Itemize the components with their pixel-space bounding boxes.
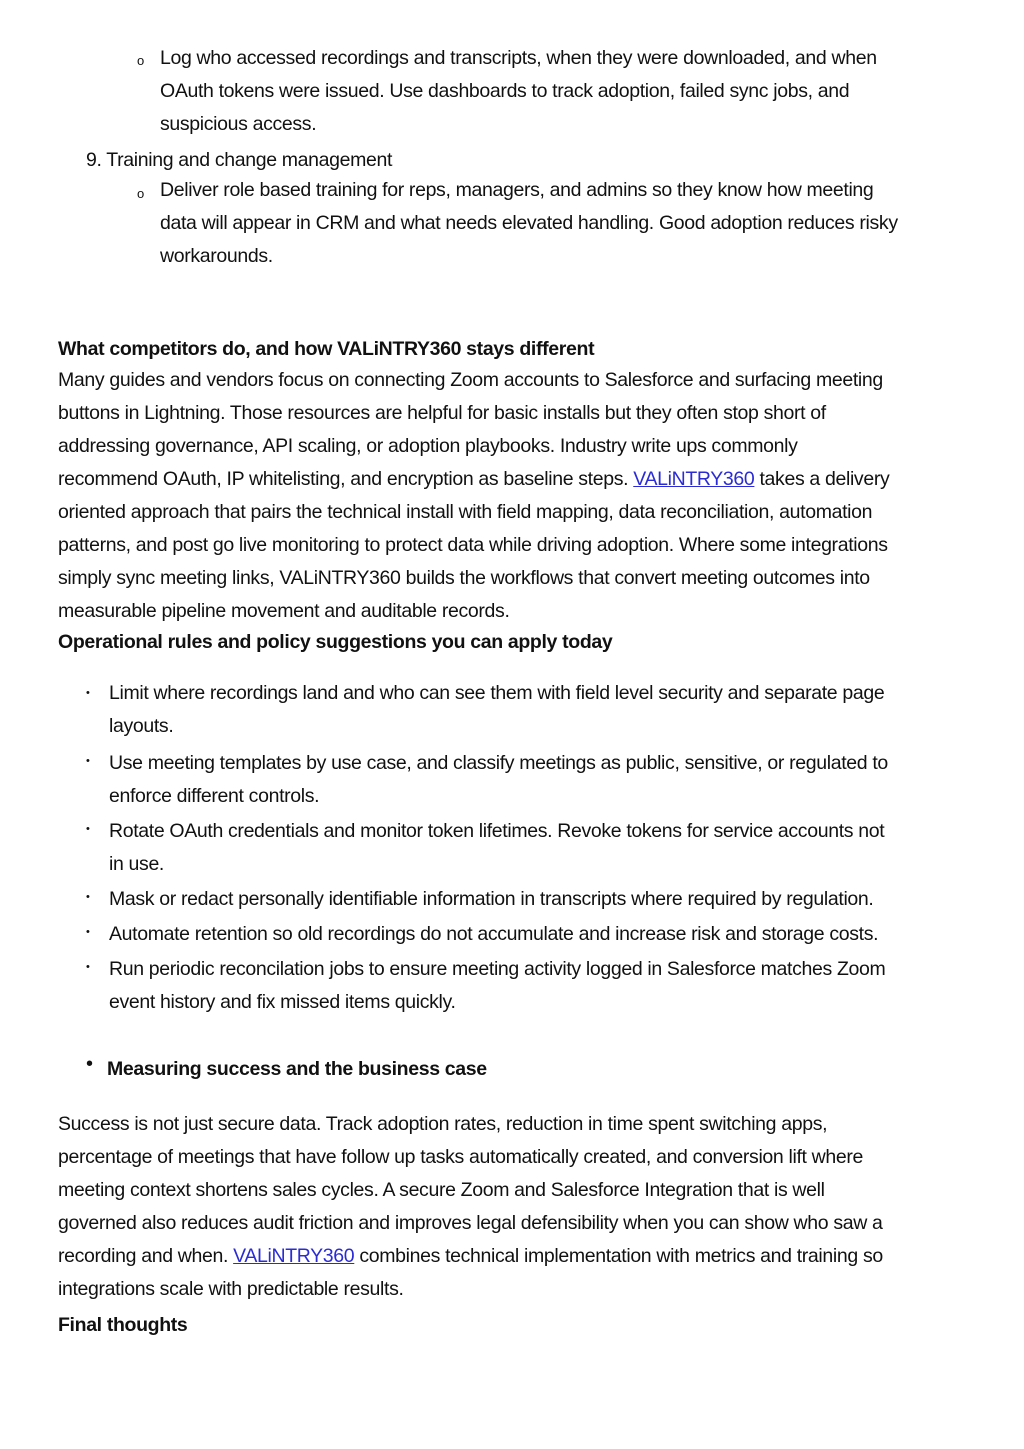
list-number: 9. — [86, 149, 102, 171]
text-line — [58, 1240, 883, 1273]
text-line: OAuth tokens were issued. Use dashboards to track adoption, failed sync jobs, and — [160, 80, 850, 102]
sub-bullet-icon: o — [137, 186, 144, 201]
section-heading-operational: Operational rules and policy suggestions you can apply today — [58, 631, 613, 653]
text-line: Use meeting templates by use case, and classify meetings as public, sensitive, or regulated to — [109, 752, 888, 774]
text-segment: recommend OAuth, IP whitelisting, and encryption as baseline steps. — [58, 468, 634, 490]
text-line: in use. — [109, 853, 165, 875]
measuring-paragraph — [58, 1108, 883, 1306]
text-line: simply sync meeting links, VALiNTRY360 builds the workflows that convert meeting outcomes into — [58, 567, 870, 589]
bullet-icon: • — [86, 926, 90, 938]
sub-bullet-icon: o — [137, 53, 144, 68]
text-line: percentage of meetings that have follow up tasks automatically created, and conversion lift where — [58, 1146, 864, 1168]
numbered-list-item — [86, 144, 392, 177]
bullet-icon: • — [86, 755, 90, 767]
text-segment: takes a delivery — [754, 468, 890, 490]
text-line: layouts. — [109, 715, 174, 737]
list-item-title: Training and change management — [106, 149, 393, 171]
text-line: Limit where recordings land and who can see them with field level security and separate page — [109, 682, 885, 704]
bullet-icon: • — [86, 687, 90, 699]
text-line — [58, 463, 889, 496]
text-line: data will appear in CRM and what needs elevated handling. Good adoption reduces risky — [160, 212, 898, 234]
text-segment: combines technical implementation with metrics and training so — [354, 1245, 883, 1267]
text-line: integrations scale with predictable results. — [58, 1278, 404, 1300]
bullet-icon: • — [86, 961, 90, 973]
text-line: meeting context shortens sales cycles. A secure Zoom and Salesforce Integration that is well — [58, 1179, 825, 1201]
text-line: Deliver role based training for reps, managers, and admins so they know how meeting — [160, 179, 874, 201]
text-line: Rotate OAuth credentials and monitor token lifetimes. Revoke tokens for service accounts not — [109, 820, 885, 842]
sub-list-item — [160, 174, 898, 273]
competitors-paragraph — [58, 364, 889, 628]
valintry360-link[interactable]: VALiNTRY360 — [233, 1245, 355, 1267]
text-line: governed also reduces audit friction and improves legal defensibility when you can show who saw a — [58, 1212, 883, 1234]
bullet-icon: • — [86, 1053, 93, 1075]
text-line: event history and fix missed items quickly. — [109, 991, 456, 1013]
section-heading-competitors: What competitors do, and how VALiNTRY360 stays different — [58, 338, 595, 360]
text-line: Many guides and vendors focus on connecting Zoom accounts to Salesforce and surfacing meeting — [58, 369, 883, 391]
text-line: enforce different controls. — [109, 785, 320, 807]
text-line: addressing governance, API scaling, or adoption playbooks. Industry write ups commonly — [58, 435, 798, 457]
text-segment: recording and when. — [58, 1245, 234, 1267]
text-line: oriented approach that pairs the technical install with field mapping, data reconciliation, automation — [58, 501, 873, 523]
text-line: buttons in Lightning. Those resources are helpful for basic installs but they often stop short of — [58, 402, 826, 424]
text-line: Run periodic reconcilation jobs to ensure meeting activity logged in Salesforce matches Zoom — [109, 958, 886, 980]
bullet-icon: • — [86, 823, 90, 835]
section-heading-final-thoughts: Final thoughts — [58, 1314, 188, 1336]
text-line: Mask or redact personally identifiable information in transcripts where required by regulation. — [109, 888, 874, 910]
text-line: Log who accessed recordings and transcripts, when they were downloaded, and when — [160, 47, 877, 69]
text-line: workarounds. — [160, 245, 273, 267]
sub-list-item — [160, 42, 877, 141]
text-line: Success is not just secure data. Track adoption rates, reduction in time spent switching apps, — [58, 1113, 828, 1135]
valintry360-link[interactable]: VALiNTRY360 — [633, 468, 755, 490]
bullet-icon: • — [86, 891, 90, 903]
text-line: patterns, and post go live monitoring to protect data while driving adoption. Where some integrations — [58, 534, 888, 556]
text-line: suspicious access. — [160, 113, 317, 135]
text-line: measurable pipeline movement and auditable records. — [58, 600, 510, 622]
section-heading-measuring: Measuring success and the business case — [107, 1058, 487, 1080]
text-line: Automate retention so old recordings do not accumulate and increase risk and storage costs. — [109, 923, 879, 945]
